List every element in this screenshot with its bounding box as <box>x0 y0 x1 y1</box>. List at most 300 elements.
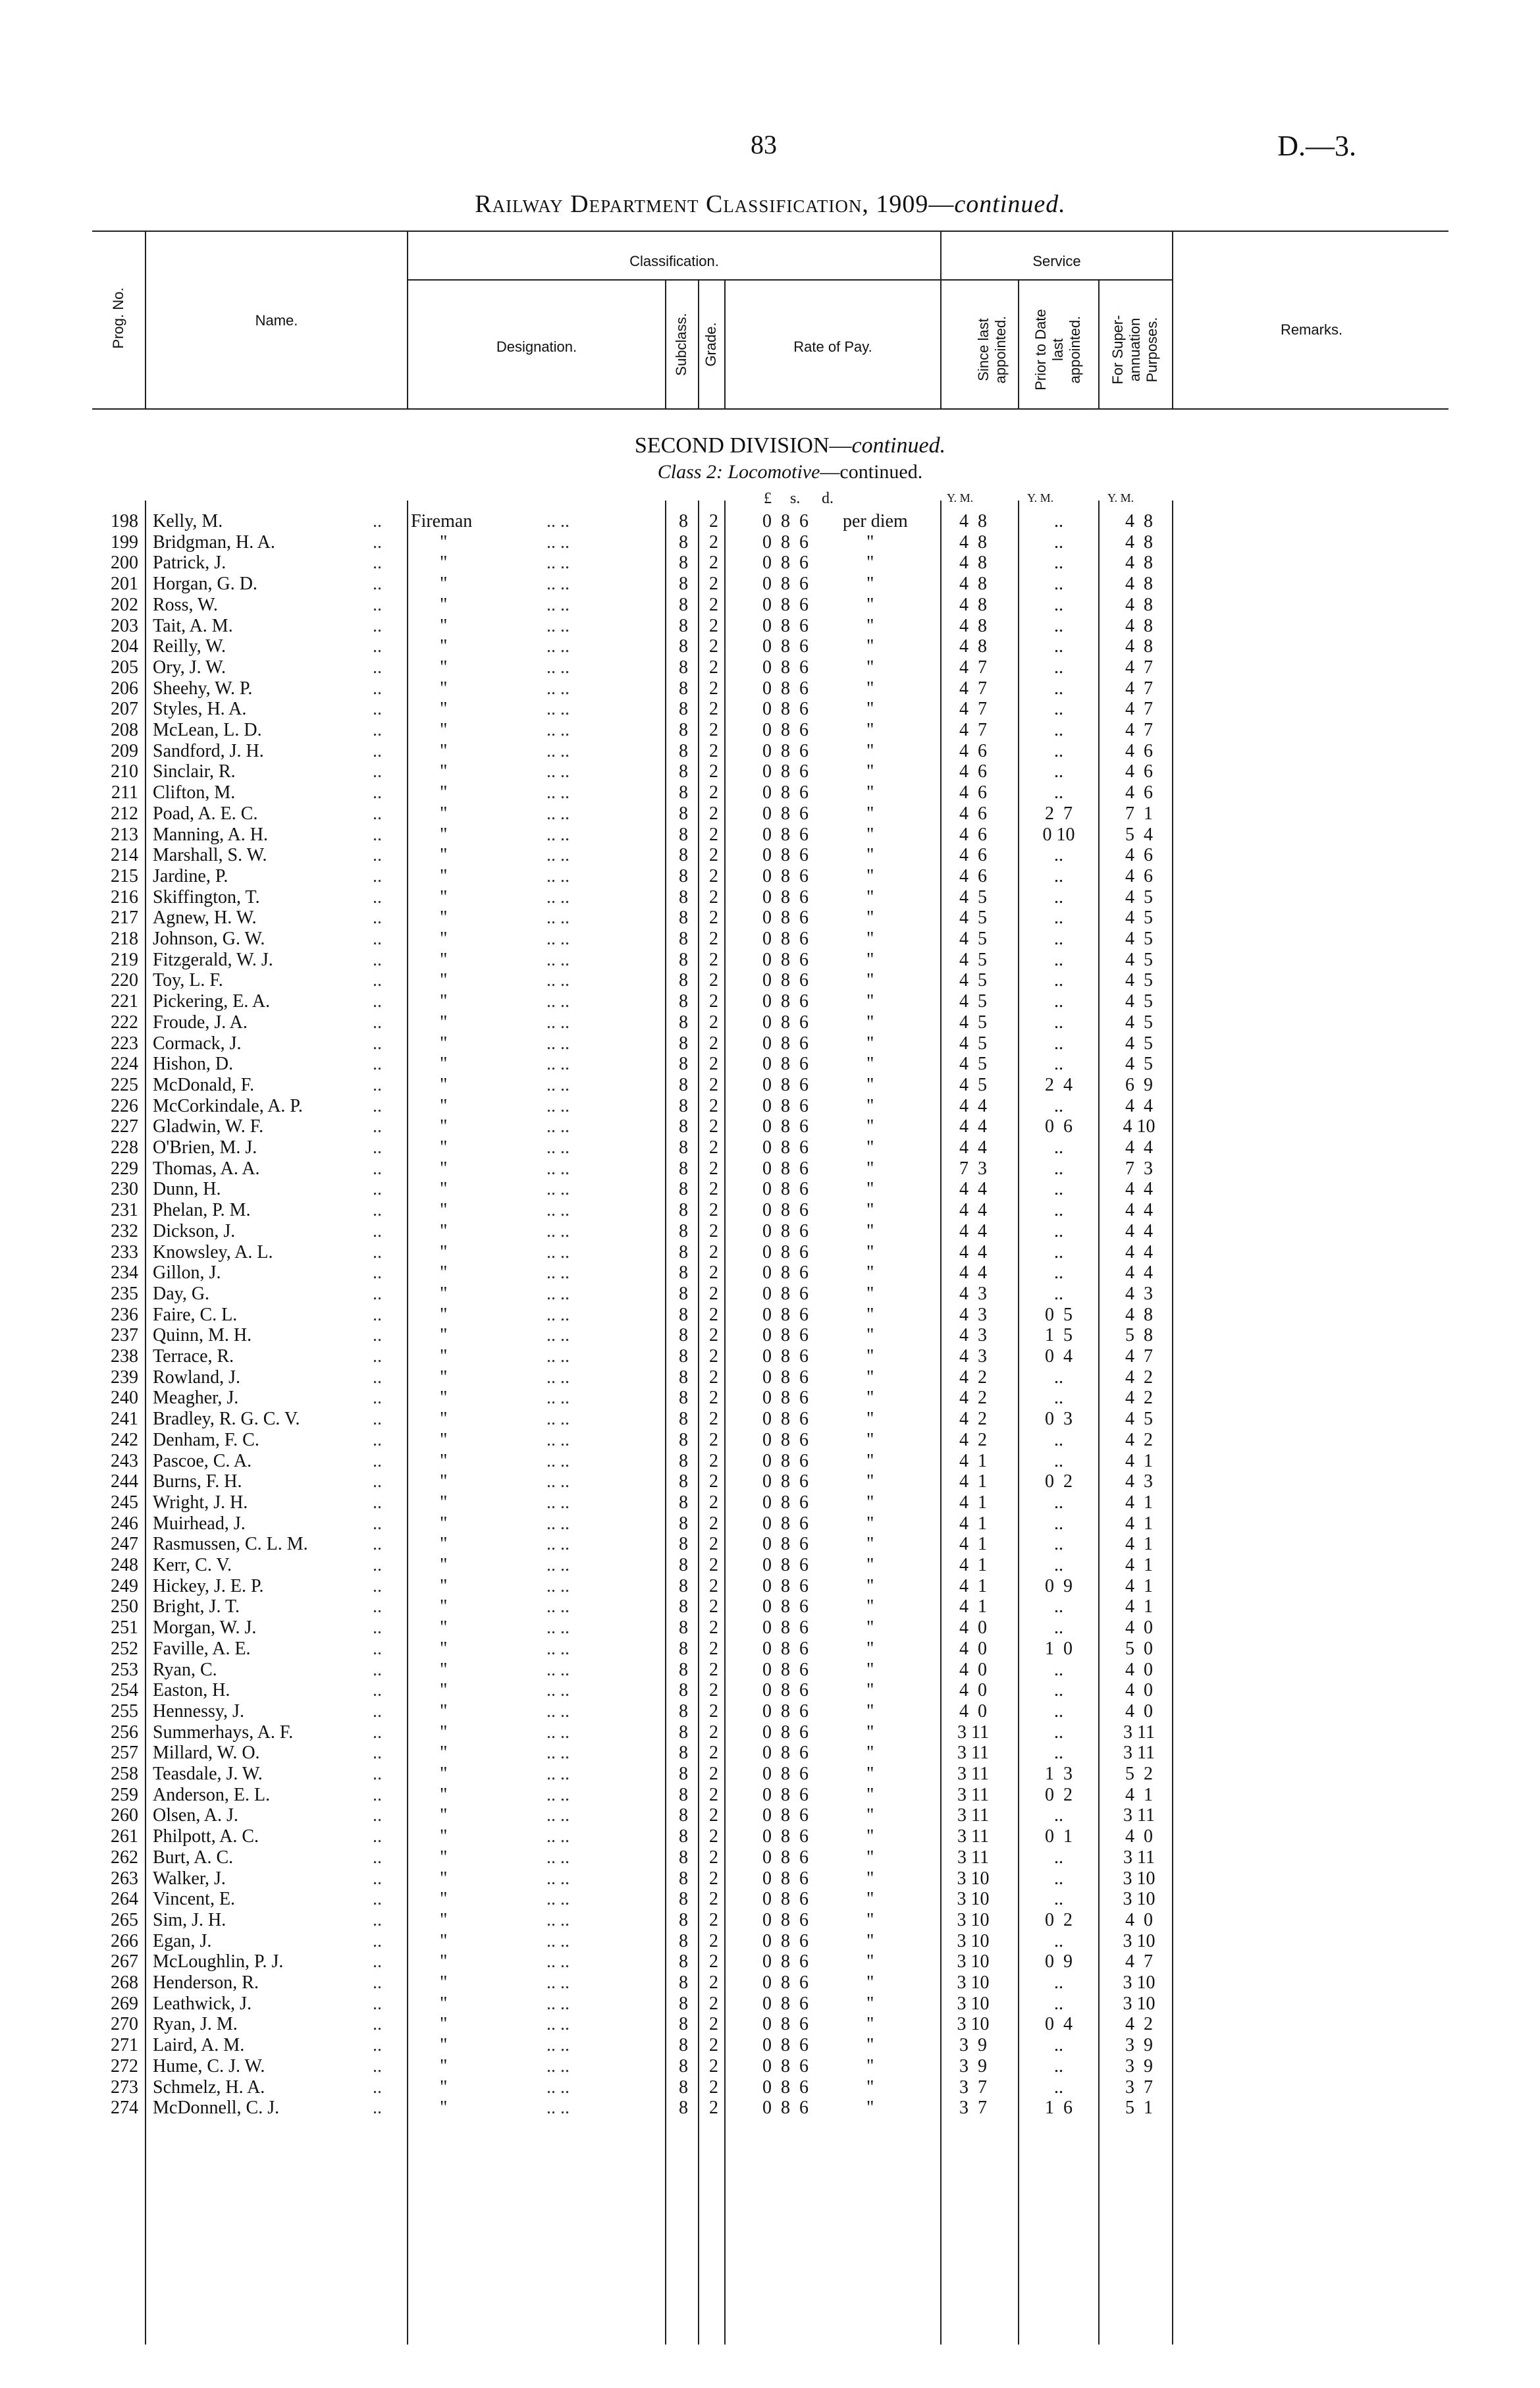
prog-number: 267 <box>111 1951 138 1972</box>
subclass: 8 <box>679 782 688 803</box>
leader-dots: .. .. <box>546 678 570 699</box>
rate-of-pay: 0 8 6 <box>762 845 809 865</box>
leader-dots: .. .. <box>546 2077 570 2098</box>
grade: 2 <box>709 636 718 657</box>
leader-dots: .. .. <box>546 741 570 761</box>
designation-ditto: " <box>440 1075 448 1095</box>
designation-ditto: " <box>440 1722 448 1743</box>
table-row <box>0 1889 1540 1910</box>
service-since-last-appointed: 3 10 <box>957 1994 990 2014</box>
leader-dots: .. .. <box>546 950 570 970</box>
leader-dots: .. .. <box>546 1430 570 1450</box>
prog-number: 242 <box>111 1430 138 1450</box>
designation-ditto: " <box>440 657 448 678</box>
service-prior-to-date: 0 2 <box>1045 1910 1073 1930</box>
table-row <box>0 2035 1540 2056</box>
leader-dots: .. .. <box>546 1242 570 1262</box>
service-superannuation: 4 5 <box>1125 970 1153 990</box>
leader-dots: .. <box>373 1785 382 1805</box>
service-superannuation: 3 10 <box>1123 1931 1155 1951</box>
service-since-last-appointed: 3 9 <box>959 2035 987 2055</box>
table-row <box>0 1262 1540 1284</box>
prog-number: 214 <box>111 845 138 865</box>
table-row <box>0 1764 1540 1785</box>
subclass: 8 <box>679 2014 688 2034</box>
rate-of-pay: 0 8 6 <box>762 1534 809 1554</box>
grade: 2 <box>709 970 718 990</box>
service-superannuation: 5 2 <box>1125 1764 1153 1784</box>
leader-dots: .. .. <box>546 1596 570 1617</box>
grade: 2 <box>709 1179 718 1199</box>
prog-number: 255 <box>111 1701 138 1722</box>
prog-number: 252 <box>111 1639 138 1659</box>
grade: 2 <box>709 1305 718 1325</box>
employee-name: Reilly, W. <box>153 636 226 657</box>
designation-ditto: " <box>440 1492 448 1513</box>
employee-name: Dunn, H. <box>153 1179 221 1199</box>
designation-ditto: " <box>440 595 448 615</box>
pay-period-ditto: " <box>866 845 874 865</box>
header-subclass: Subclass. <box>673 313 689 376</box>
service-since-last-appointed: 4 1 <box>959 1513 987 1534</box>
designation-ditto: " <box>440 1409 448 1429</box>
grade: 2 <box>709 2014 718 2034</box>
employee-name: Burns, F. H. <box>153 1471 242 1492</box>
grade: 2 <box>709 1346 718 1367</box>
employee-name: Henderson, R. <box>153 1972 259 1993</box>
service-superannuation: 4 1 <box>1125 1785 1153 1805</box>
service-prior-to-date: .. <box>1054 1054 1063 1074</box>
prog-number: 273 <box>111 2077 138 2098</box>
employee-name: Ross, W. <box>153 595 218 615</box>
prog-number: 262 <box>111 1847 138 1868</box>
service-prior-to-date: .. <box>1054 1722 1063 1743</box>
service-superannuation: 4 0 <box>1125 1680 1153 1700</box>
subclass: 8 <box>679 866 688 886</box>
service-prior-to-date: .. <box>1054 1451 1063 1471</box>
service-superannuation: 4 8 <box>1125 553 1153 573</box>
rate-of-pay: 0 8 6 <box>762 1617 809 1638</box>
leader-dots: .. .. <box>546 1743 570 1763</box>
service-prior-to-date: .. <box>1054 1200 1063 1220</box>
service-prior-to-date: .. <box>1054 1284 1063 1304</box>
subclass: 8 <box>679 1305 688 1325</box>
prog-number: 199 <box>111 532 138 553</box>
service-superannuation: 3 9 <box>1125 2056 1153 2076</box>
employee-name: Burt, A. C. <box>153 1847 234 1868</box>
designation-ditto: " <box>440 1660 448 1680</box>
prog-number: 253 <box>111 1660 138 1680</box>
leader-dots: .. .. <box>546 616 570 636</box>
service-since-last-appointed: 4 6 <box>959 803 987 824</box>
table-row <box>0 1451 1540 1472</box>
service-superannuation: 3 11 <box>1123 1722 1155 1743</box>
pay-period-ditto: " <box>866 1430 874 1450</box>
service-since-last-appointed: 3 11 <box>957 1847 989 1868</box>
employee-name: Quinn, M. H. <box>153 1325 252 1345</box>
employee-name: Patrick, J. <box>153 553 226 573</box>
prog-number: 229 <box>111 1158 138 1179</box>
pay-period-ditto: " <box>866 1179 874 1199</box>
grade: 2 <box>709 991 718 1012</box>
pay-period-ditto: " <box>866 1868 874 1889</box>
grade: 2 <box>709 1889 718 1909</box>
service-prior-to-date: .. <box>1054 699 1063 719</box>
designation-ditto: " <box>440 1054 448 1074</box>
grade: 2 <box>709 1284 718 1304</box>
pay-period-ditto: " <box>866 636 874 657</box>
header-prog-no: Prog. No. <box>110 287 126 349</box>
service-superannuation: 4 8 <box>1125 1305 1153 1325</box>
leader-dots: .. <box>373 1262 382 1283</box>
designation-ditto: " <box>440 1471 448 1492</box>
table-row <box>0 1534 1540 1555</box>
pay-period-ditto: " <box>866 1680 874 1700</box>
leader-dots: .. .. <box>546 532 570 553</box>
grade: 2 <box>709 1680 718 1700</box>
prog-number: 206 <box>111 678 138 699</box>
table-row <box>0 1826 1540 1847</box>
leader-dots: .. <box>373 1931 382 1951</box>
header-rate-of-pay: Rate of Pay. <box>793 339 872 355</box>
leader-dots: .. <box>373 845 382 865</box>
leader-dots: .. .. <box>546 1889 570 1909</box>
prog-number: 210 <box>111 761 138 782</box>
grade: 2 <box>709 1868 718 1889</box>
subclass: 8 <box>679 1262 688 1283</box>
subclass: 8 <box>679 1931 688 1951</box>
leader-dots: .. <box>373 1576 382 1596</box>
table-row <box>0 1305 1540 1326</box>
prog-number: 247 <box>111 1534 138 1554</box>
subclass: 8 <box>679 1096 688 1116</box>
service-superannuation: 4 5 <box>1125 929 1153 949</box>
rate-of-pay: 0 8 6 <box>762 741 809 761</box>
service-prior-to-date: .. <box>1054 929 1063 949</box>
subclass: 8 <box>679 1847 688 1868</box>
service-since-last-appointed: 4 1 <box>959 1555 987 1575</box>
service-prior-to-date: .. <box>1054 782 1063 803</box>
subclass: 8 <box>679 1388 688 1408</box>
service-since-last-appointed: 4 0 <box>959 1639 987 1659</box>
prog-number: 239 <box>111 1367 138 1388</box>
rate-of-pay: 0 8 6 <box>762 1305 809 1325</box>
service-prior-to-date: .. <box>1054 1931 1063 1951</box>
employee-name: Johnson, G. W. <box>153 929 265 949</box>
table-row <box>0 1471 1540 1492</box>
service-prior-to-date: 1 3 <box>1045 1764 1073 1784</box>
table-row <box>0 1179 1540 1200</box>
employee-name: Marshall, S. W. <box>153 845 267 865</box>
service-since-last-appointed: 3 10 <box>957 2014 990 2034</box>
subclass: 8 <box>679 1805 688 1826</box>
employee-name: Horgan, G. D. <box>153 574 257 594</box>
table-row <box>0 1096 1540 1117</box>
leader-dots: .. <box>373 1826 382 1847</box>
pay-period-ditto: " <box>866 1409 874 1429</box>
service-superannuation: 4 7 <box>1125 657 1153 678</box>
service-superannuation: 4 1 <box>1125 1576 1153 1596</box>
leader-dots: .. .. <box>546 1931 570 1951</box>
rate-of-pay: 0 8 6 <box>762 2056 809 2076</box>
service-superannuation: 4 5 <box>1125 1033 1153 1054</box>
service-prior-to-date: .. <box>1054 866 1063 886</box>
leader-dots: .. <box>373 532 382 553</box>
designation-ditto: " <box>440 1826 448 1847</box>
table-row <box>0 929 1540 950</box>
table-row <box>0 1972 1540 1994</box>
subclass: 8 <box>679 1075 688 1095</box>
service-superannuation: 4 5 <box>1125 1012 1153 1033</box>
prog-number: 254 <box>111 1680 138 1700</box>
table-row <box>0 1639 1540 1660</box>
subclass: 8 <box>679 1137 688 1158</box>
leader-dots: .. .. <box>546 1847 570 1868</box>
table-row <box>0 1242 1540 1263</box>
leader-dots: .. <box>373 1471 382 1492</box>
grade: 2 <box>709 1972 718 1993</box>
leader-dots: .. .. <box>546 636 570 657</box>
table-row <box>0 1325 1540 1346</box>
grade: 2 <box>709 845 718 865</box>
leader-dots: .. <box>373 1012 382 1033</box>
leader-dots: .. <box>373 699 382 719</box>
subclass: 8 <box>679 636 688 657</box>
leader-dots: .. <box>373 1409 382 1429</box>
prog-number: 220 <box>111 970 138 990</box>
subclass: 8 <box>679 678 688 699</box>
prog-number: 211 <box>111 782 138 803</box>
pay-period-ditto: " <box>866 991 874 1012</box>
service-prior-to-date: 2 4 <box>1045 1075 1073 1095</box>
subclass: 8 <box>679 1972 688 1993</box>
rate-of-pay: 0 8 6 <box>762 1680 809 1700</box>
pay-period-ditto: " <box>866 929 874 949</box>
grade: 2 <box>709 1596 718 1617</box>
header-bottom-rule <box>92 408 1448 410</box>
employee-name: Knowsley, A. L. <box>153 1242 273 1262</box>
employee-name: Wright, J. H. <box>153 1492 248 1513</box>
table-row <box>0 991 1540 1012</box>
leader-dots: .. <box>373 866 382 886</box>
employee-name: Leathwick, J. <box>153 1994 252 2014</box>
grade: 2 <box>709 1910 718 1930</box>
pay-period-ditto: " <box>866 1471 874 1492</box>
rate-of-pay: 0 8 6 <box>762 1555 809 1575</box>
service-prior-to-date: .. <box>1054 636 1063 657</box>
service-superannuation: 4 2 <box>1125 2014 1153 2034</box>
leader-dots: .. .. <box>546 1764 570 1784</box>
service-superannuation: 5 0 <box>1125 1639 1153 1659</box>
table-row <box>0 1743 1540 1764</box>
subclass: 8 <box>679 1325 688 1345</box>
leader-dots: .. .. <box>546 1409 570 1429</box>
subclass: 8 <box>679 1409 688 1429</box>
rate-of-pay: 0 8 6 <box>762 1325 809 1345</box>
col-divider-super <box>1172 232 1173 408</box>
service-superannuation: 4 1 <box>1125 1492 1153 1513</box>
service-since-last-appointed: 4 6 <box>959 761 987 782</box>
rate-of-pay: 0 8 6 <box>762 761 809 782</box>
employee-name: Jardine, P. <box>153 866 228 886</box>
grade: 2 <box>709 908 718 928</box>
employee-name: Olsen, A. J. <box>153 1805 238 1826</box>
rate-of-pay: 0 8 6 <box>762 1158 809 1179</box>
table-row <box>0 1660 1540 1681</box>
leader-dots: .. .. <box>546 1555 570 1575</box>
service-superannuation: 4 1 <box>1125 1534 1153 1554</box>
leader-dots: .. <box>373 1492 382 1513</box>
table-row <box>0 1931 1540 1952</box>
rate-of-pay: 0 8 6 <box>762 991 809 1012</box>
employee-name: Ryan, C. <box>153 1660 217 1680</box>
pay-period-ditto: " <box>866 553 874 573</box>
leader-dots: .. .. <box>546 1680 570 1700</box>
pay-period-ditto: " <box>866 1639 874 1659</box>
leader-dots: .. <box>373 574 382 594</box>
subclass: 8 <box>679 1785 688 1805</box>
service-prior-to-date: .. <box>1054 511 1063 531</box>
service-prior-to-date: .. <box>1054 1555 1063 1575</box>
pay-unit-shillings: s. <box>790 490 801 507</box>
service-since-last-appointed: 4 5 <box>959 970 987 990</box>
subclass: 8 <box>679 574 688 594</box>
subclass: 8 <box>679 720 688 740</box>
prog-number: 249 <box>111 1576 138 1596</box>
classification-underline <box>408 279 940 281</box>
designation-ditto: " <box>440 803 448 824</box>
service-superannuation: 4 3 <box>1125 1284 1153 1304</box>
rate-of-pay: 0 8 6 <box>762 782 809 803</box>
service-superannuation: 3 10 <box>1123 1868 1155 1889</box>
leader-dots: .. <box>373 1805 382 1826</box>
subclass: 8 <box>679 616 688 636</box>
rate-of-pay: 0 8 6 <box>762 803 809 824</box>
document-title: Railway Department Classification, 1909—continued. <box>475 190 1066 218</box>
table-row <box>0 908 1540 929</box>
pay-period-ditto: " <box>866 2098 874 2118</box>
pay-period-ditto: " <box>866 1367 874 1388</box>
service-prior-to-date: .. <box>1054 1847 1063 1868</box>
employee-name: Phelan, P. M. <box>153 1200 251 1220</box>
service-prior-to-date: .. <box>1054 616 1063 636</box>
service-since-last-appointed: 3 7 <box>959 2077 987 2098</box>
subclass: 8 <box>679 1826 688 1847</box>
leader-dots: .. <box>373 1639 382 1659</box>
leader-dots: .. .. <box>546 553 570 573</box>
table-row <box>0 1555 1540 1576</box>
leader-dots: .. .. <box>546 1284 570 1304</box>
table-row <box>0 532 1540 553</box>
designation-ditto: " <box>440 1534 448 1554</box>
rate-of-pay: 0 8 6 <box>762 1054 809 1074</box>
grade: 2 <box>709 1931 718 1951</box>
service-since-last-appointed: 4 5 <box>959 887 987 908</box>
employee-name: Clifton, M. <box>153 782 236 803</box>
pay-period-ditto: " <box>866 1116 874 1137</box>
leader-dots: .. .. <box>546 1639 570 1659</box>
leader-dots: .. <box>373 1033 382 1054</box>
service-prior-to-date: 0 4 <box>1045 1346 1073 1367</box>
service-prior-to-date: .. <box>1054 1805 1063 1826</box>
grade: 2 <box>709 678 718 699</box>
table-row <box>0 720 1540 741</box>
table-row <box>0 2098 1540 2119</box>
service-since-last-appointed: 4 8 <box>959 511 987 531</box>
subclass: 8 <box>679 1179 688 1199</box>
leader-dots: .. <box>373 657 382 678</box>
subclass: 8 <box>679 761 688 782</box>
service-superannuation: 4 1 <box>1125 1513 1153 1534</box>
service-superannuation: 4 8 <box>1125 532 1153 553</box>
designation-ditto: " <box>440 1388 448 1408</box>
leader-dots: .. .. <box>546 657 570 678</box>
header-service: Service <box>1032 253 1081 269</box>
employee-name: Sim, J. H. <box>153 1910 226 1930</box>
service-prior-to-date: .. <box>1054 1221 1063 1241</box>
leader-dots: .. .. <box>546 1617 570 1638</box>
designation-ditto: " <box>440 2014 448 2034</box>
service-superannuation: 4 8 <box>1125 616 1153 636</box>
table-row <box>0 1910 1540 1931</box>
table-row <box>0 1513 1540 1534</box>
service-prior-to-date: .. <box>1054 1012 1063 1033</box>
service-prior-to-date: .. <box>1054 1889 1063 1909</box>
designation-ditto: " <box>440 574 448 594</box>
prog-number: 203 <box>111 616 138 636</box>
subclass: 8 <box>679 1471 688 1492</box>
designation-ditto: " <box>440 825 448 845</box>
service-prior-to-date: .. <box>1054 991 1063 1012</box>
grade: 2 <box>709 950 718 970</box>
designation-ditto: " <box>440 1221 448 1241</box>
leader-dots: .. .. <box>546 1137 570 1158</box>
prog-number: 232 <box>111 1221 138 1241</box>
rate-of-pay: 0 8 6 <box>762 511 809 531</box>
service-since-last-appointed: 4 8 <box>959 616 987 636</box>
employee-name: Toy, L. F. <box>153 970 223 990</box>
service-superannuation: 4 4 <box>1125 1262 1153 1283</box>
grade: 2 <box>709 866 718 886</box>
grade: 2 <box>709 1785 718 1805</box>
service-since-last-appointed: 4 5 <box>959 1075 987 1095</box>
service-prior-to-date: .. <box>1054 1680 1063 1700</box>
designation-ditto: " <box>440 1743 448 1763</box>
leader-dots: .. .. <box>546 929 570 949</box>
grade: 2 <box>709 1221 718 1241</box>
designation-ditto: " <box>440 991 448 1012</box>
service-superannuation: 4 7 <box>1125 699 1153 719</box>
rate-of-pay: 0 8 6 <box>762 1513 809 1534</box>
header-designation: Designation. <box>496 339 577 355</box>
leader-dots: .. <box>373 761 382 782</box>
rate-of-pay: 0 8 6 <box>762 1075 809 1095</box>
leader-dots: .. .. <box>546 1994 570 2014</box>
designation-ditto: " <box>440 1242 448 1262</box>
service-superannuation: 5 8 <box>1125 1325 1153 1345</box>
pay-period-ditto: " <box>866 1785 874 1805</box>
employee-name: Pascoe, C. A. <box>153 1451 252 1471</box>
leader-dots: .. .. <box>546 1033 570 1054</box>
employee-name: Gillon, J. <box>153 1262 221 1283</box>
designation-ditto: " <box>440 1596 448 1617</box>
leader-dots: .. <box>373 1116 382 1137</box>
pay-period-ditto: " <box>866 1284 874 1304</box>
service-prior-to-date: .. <box>1054 1179 1063 1199</box>
service-prior-to-date: 0 10 <box>1042 825 1075 845</box>
rate-of-pay: 0 8 6 <box>762 1722 809 1743</box>
leader-dots: .. .. <box>546 1972 570 1993</box>
